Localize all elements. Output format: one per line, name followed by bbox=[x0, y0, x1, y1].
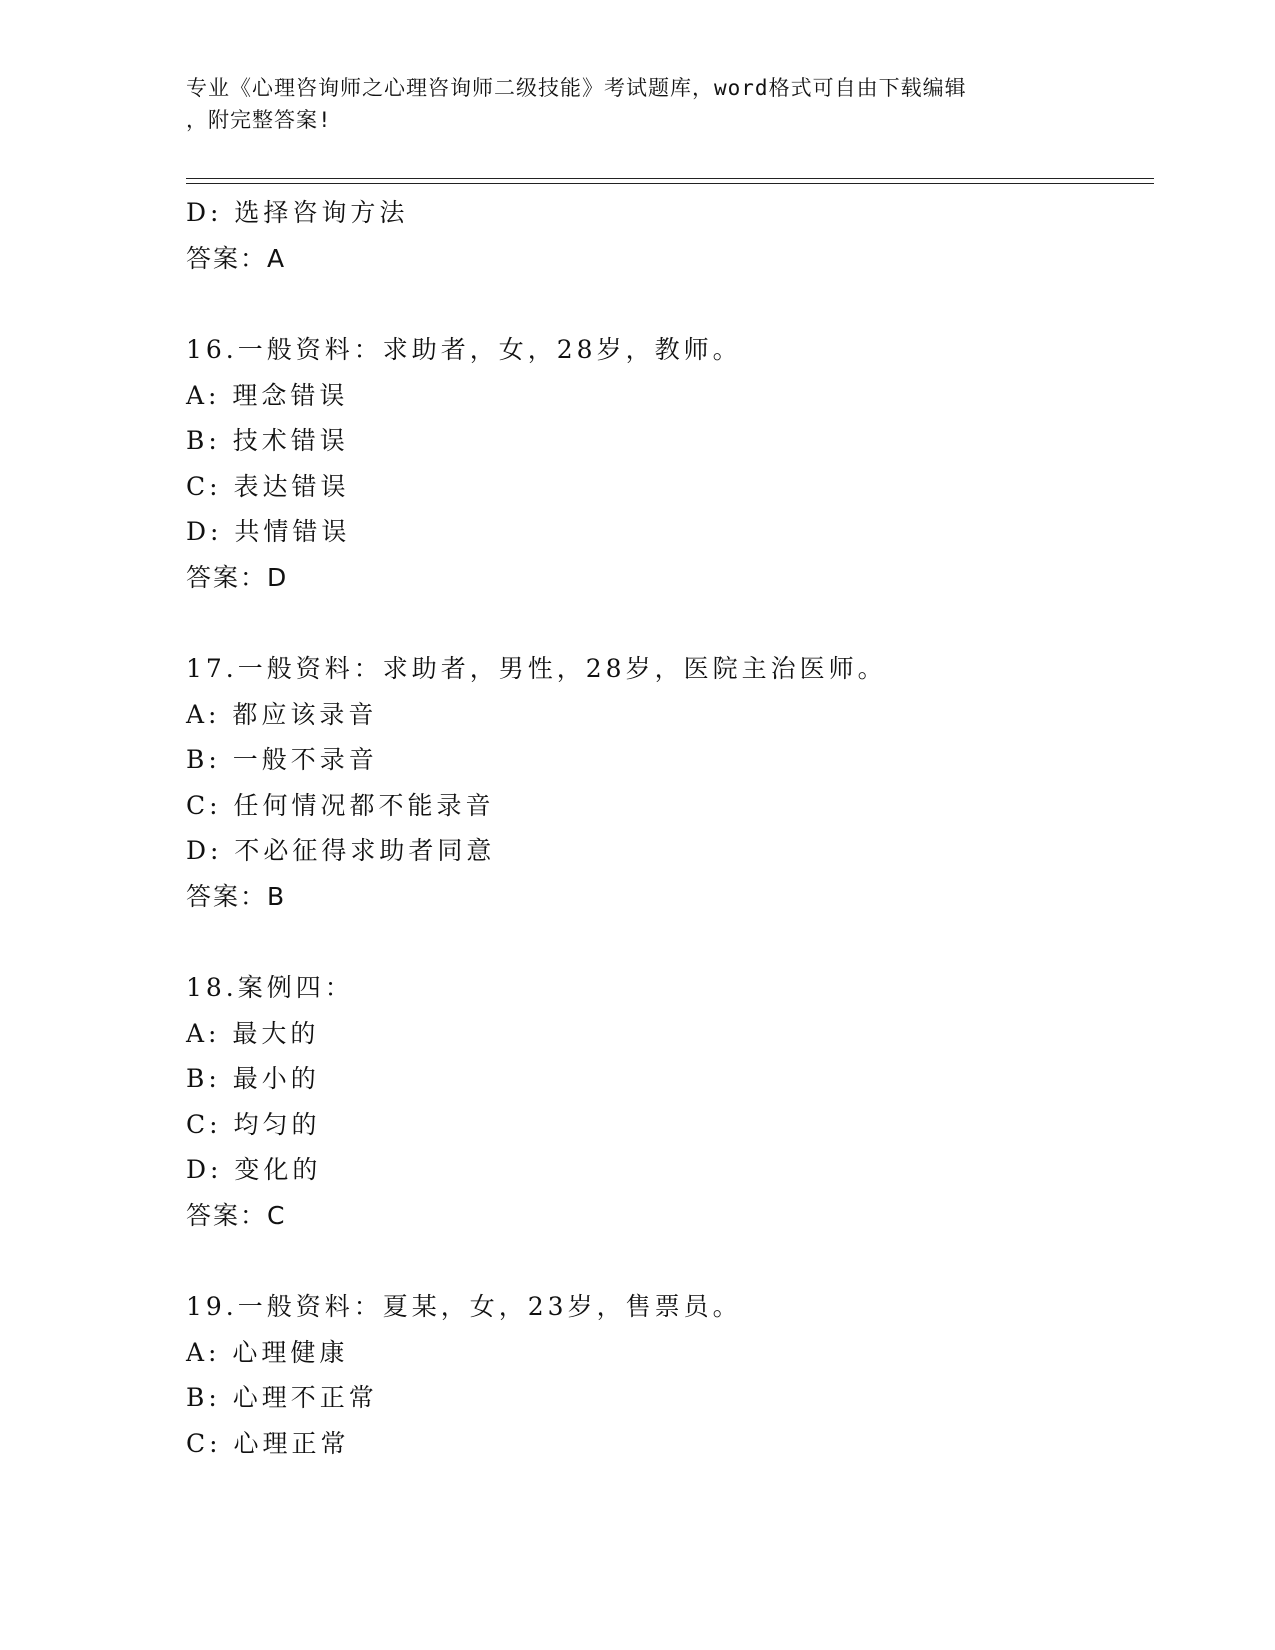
question-stem: 16.一般资料：求助者，女，28岁，教师。 bbox=[186, 335, 742, 364]
header-divider-bottom bbox=[186, 183, 1154, 184]
option-c: C: 表达错误 bbox=[186, 471, 350, 501]
option-a: A: 理念错误 bbox=[186, 380, 349, 410]
option-a: A: 最大的 bbox=[186, 1018, 320, 1048]
question-18 bbox=[186, 965, 1154, 1238]
document-header bbox=[186, 72, 1086, 136]
header-line-2: ，附完整答案! bbox=[186, 108, 332, 132]
question-16 bbox=[186, 327, 1154, 600]
question-content bbox=[186, 190, 1154, 1466]
spacer bbox=[186, 1238, 1154, 1284]
header-divider-top bbox=[186, 178, 1154, 179]
option-c: C: 心理正常 bbox=[186, 1428, 350, 1458]
option-b: B: 心理不正常 bbox=[186, 1383, 378, 1412]
answer-line: 答案：A bbox=[186, 243, 287, 273]
answer-line: 答案：B bbox=[186, 881, 287, 911]
option-b: B: 最小的 bbox=[186, 1064, 320, 1093]
answer-line: 答案：C bbox=[186, 1200, 287, 1230]
option-b: B: 技术错误 bbox=[186, 426, 349, 455]
answer-line: 答案：D bbox=[186, 562, 289, 592]
option-a: A: 心理健康 bbox=[186, 1337, 349, 1367]
option-d: D: 变化的 bbox=[186, 1155, 322, 1184]
spacer bbox=[186, 281, 1154, 327]
option-c: C: 均匀的 bbox=[186, 1109, 321, 1139]
spacer bbox=[186, 600, 1154, 646]
option-d: D: 不必征得求助者同意 bbox=[186, 836, 496, 865]
question-stem: 18.案例四： bbox=[186, 973, 354, 1002]
question-19 bbox=[186, 1284, 1154, 1466]
option-c: C: 任何情况都不能录音 bbox=[186, 790, 495, 820]
option-d: D: 共情错误 bbox=[186, 517, 351, 546]
option-b: B: 一般不录音 bbox=[186, 745, 378, 774]
question-17 bbox=[186, 646, 1154, 919]
option-d: D: 选择咨询方法 bbox=[186, 198, 409, 227]
header-line-1: 专业《心理咨询师之心理咨询师二级技能》考试题库，word格式可自由下载编辑 bbox=[186, 76, 967, 100]
option-a: A: 都应该录音 bbox=[186, 699, 378, 729]
spacer bbox=[186, 919, 1154, 965]
question-stem: 17.一般资料：求助者，男性，28岁，医院主治医师。 bbox=[186, 654, 887, 683]
question-stem: 19.一般资料：夏某，女，23岁，售票员。 bbox=[186, 1292, 742, 1321]
